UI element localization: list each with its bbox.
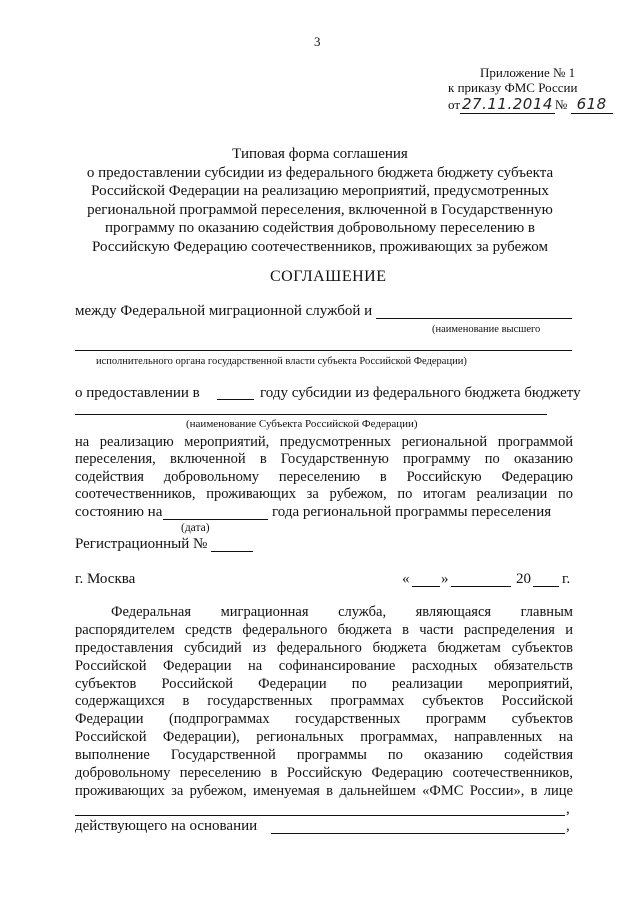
form-title-line: региональной программой переселения, включенной в Государственную	[87, 201, 553, 218]
date-prefix: от	[448, 97, 461, 112]
paragraph-purpose	[75, 434, 573, 504]
year-blank	[217, 399, 254, 400]
provision-text-b: году субсидии из федерального бюджета бюджету	[260, 385, 581, 401]
form-title-line: Типовая форма соглашения	[232, 146, 408, 162]
date-close-quote: »	[441, 571, 449, 587]
city: г. Москва	[75, 571, 136, 587]
appendix-order: к приказу ФМС России	[448, 80, 578, 95]
hint-date: (дата)	[181, 522, 210, 534]
paragraph-line: соотечественников, проживающих за рубежом, по итогам реализации по	[75, 486, 573, 503]
paragraph-line: на реализацию мероприятий, предусмотренных региональной программой	[75, 434, 573, 450]
representative-blank	[75, 815, 565, 816]
hint-body-name: (наименование высшего	[432, 324, 541, 335]
paragraph-line: Российской Федерации на софинансирование расходных обязательств	[75, 657, 573, 674]
acting-basis-label: действующего на основании	[75, 818, 258, 834]
state-date-blank	[163, 519, 268, 520]
paragraph-line: содержащихся в государственных программах субъектов Российской	[75, 693, 573, 710]
registration-blank	[211, 551, 253, 552]
provision-text-a: о предоставлении в	[75, 385, 200, 401]
paragraph-line: проживающих за рубежом, именуемая в дальнейшем «ФМС России», в лице	[75, 782, 573, 799]
day-blank	[412, 586, 440, 587]
paragraph-line: выполнение Государственной программы по оказанию содействия	[75, 747, 573, 764]
month-blank	[451, 586, 511, 587]
subject-name-blank	[75, 414, 547, 415]
year-suffix-blank	[533, 586, 559, 587]
representative-comma: ,	[566, 801, 570, 817]
date-open-quote: «	[402, 571, 410, 587]
agreement-heading: СОГЛАШЕНИЕ	[270, 268, 387, 285]
paragraph-line: добровольному переселению в Российскую Федерацию соотечественников,	[75, 765, 573, 782]
appendix-title: Приложение № 1	[480, 65, 576, 80]
paragraph-line: Федерации (подпрограммах государственных программ субъектов	[75, 711, 573, 728]
state-text-b: года региональной программы переселения	[272, 504, 552, 520]
date-year: 20	[516, 571, 531, 587]
form-title	[60, 145, 580, 257]
date-suffix: г.	[562, 571, 571, 587]
form-title-line: программу по оказанию содействия добровольному переселению в	[105, 220, 535, 237]
number-prefix: №	[554, 97, 568, 112]
acting-basis-comma: ,	[566, 818, 570, 834]
state-text-a: состоянию на	[75, 504, 163, 520]
form-title-line: Российскую Федерацию соотечественников, проживающих за рубежом	[92, 238, 548, 255]
handwritten-date: 27.11.2014	[462, 95, 553, 113]
paragraph-line: предоставления субсидий из федерального бюджета бюджетам субъектов	[75, 639, 573, 656]
paragraph-line: распорядителем средств федерального бюджета в части распределения и	[75, 621, 573, 638]
paragraph-line: переселения, включенной в Государственную программу по оказанию	[75, 451, 573, 468]
body-name-blank-2	[75, 350, 572, 351]
body-name-blank	[376, 318, 572, 319]
paragraph-fms	[75, 604, 573, 801]
paragraph-line: содействия добровольному переселению в Российскую Федерацию	[75, 468, 573, 485]
hint-subject: (наименование Субъекта Российской Федерации)	[186, 418, 418, 430]
registration-label: Регистрационный №	[75, 536, 208, 552]
form-title-line: о предоставлении субсидии из федерального бюджета бюджету субъекта	[86, 164, 554, 181]
acting-basis-blank	[271, 833, 565, 834]
page-number: 3	[314, 34, 321, 49]
between-text: между Федеральной миграционной службой и	[75, 303, 373, 319]
paragraph-line: Российской Федерации), региональных программах, направленных на	[75, 729, 573, 746]
handwritten-number: 618	[571, 95, 613, 114]
appendix-date-row	[448, 95, 613, 113]
hint-authority: исполнительного органа государственной власти субъекта Российской Федерации)	[96, 356, 467, 367]
paragraph-line: Федеральная миграционная служба, являющаяся главным	[111, 604, 573, 620]
paragraph-line: субъектов Российской Федерации по реализации мероприятий,	[75, 675, 573, 692]
form-title-line: Российской Федерации на реализацию мероприятий, предусмотренных	[91, 183, 549, 200]
